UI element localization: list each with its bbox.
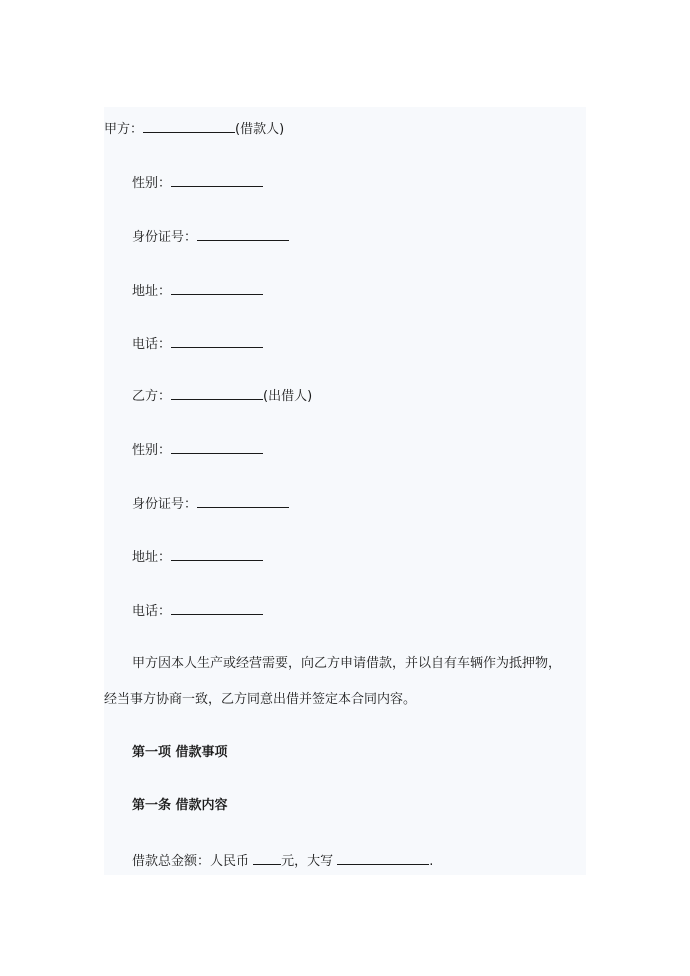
party-b-line: 乙方： (出借人) — [132, 386, 312, 406]
loan-amount-words-blank[interactable] — [337, 851, 429, 865]
party-b-address-blank[interactable] — [171, 547, 263, 561]
party-a-address-line: 地址： — [132, 281, 263, 301]
party-b-phone-line: 电话： — [132, 601, 263, 621]
preamble-line-1: 甲方因本人生产或经营需要，向乙方申请借款，并以自有车辆作为抵押物， — [132, 656, 562, 671]
party-b-gender-line: 性别： — [132, 440, 263, 460]
party-a-id-line: 身份证号： — [132, 227, 289, 247]
section-heading: 第一项 借款事项 — [132, 745, 228, 760]
party-b-id-line: 身份证号： — [132, 494, 289, 514]
party-a-line: 甲方： (借款人) — [104, 119, 284, 139]
party-a-name-blank[interactable] — [143, 119, 235, 133]
party-a-gender-line: 性别： — [132, 173, 263, 193]
preamble-line-2: 经当事方协商一致，乙方同意出借并签定本合同内容。 — [104, 692, 417, 707]
party-a-phone-blank[interactable] — [171, 334, 263, 348]
loan-amount-blank[interactable] — [253, 851, 281, 865]
party-a-address-blank[interactable] — [171, 281, 263, 295]
party-b-phone-blank[interactable] — [171, 601, 263, 615]
article-heading: 第一条 借款内容 — [132, 798, 228, 813]
party-b-id-blank[interactable] — [197, 494, 289, 508]
loan-amount-line: 借款总金额：人民币 元，大写 . — [132, 851, 433, 871]
party-b-address-line: 地址： — [132, 547, 263, 567]
party-a-gender-blank[interactable] — [171, 173, 263, 187]
party-b-gender-blank[interactable] — [171, 440, 263, 454]
party-a-id-blank[interactable] — [197, 227, 289, 241]
party-a-phone-line: 电话： — [132, 334, 263, 354]
party-b-name-blank[interactable] — [171, 386, 263, 400]
